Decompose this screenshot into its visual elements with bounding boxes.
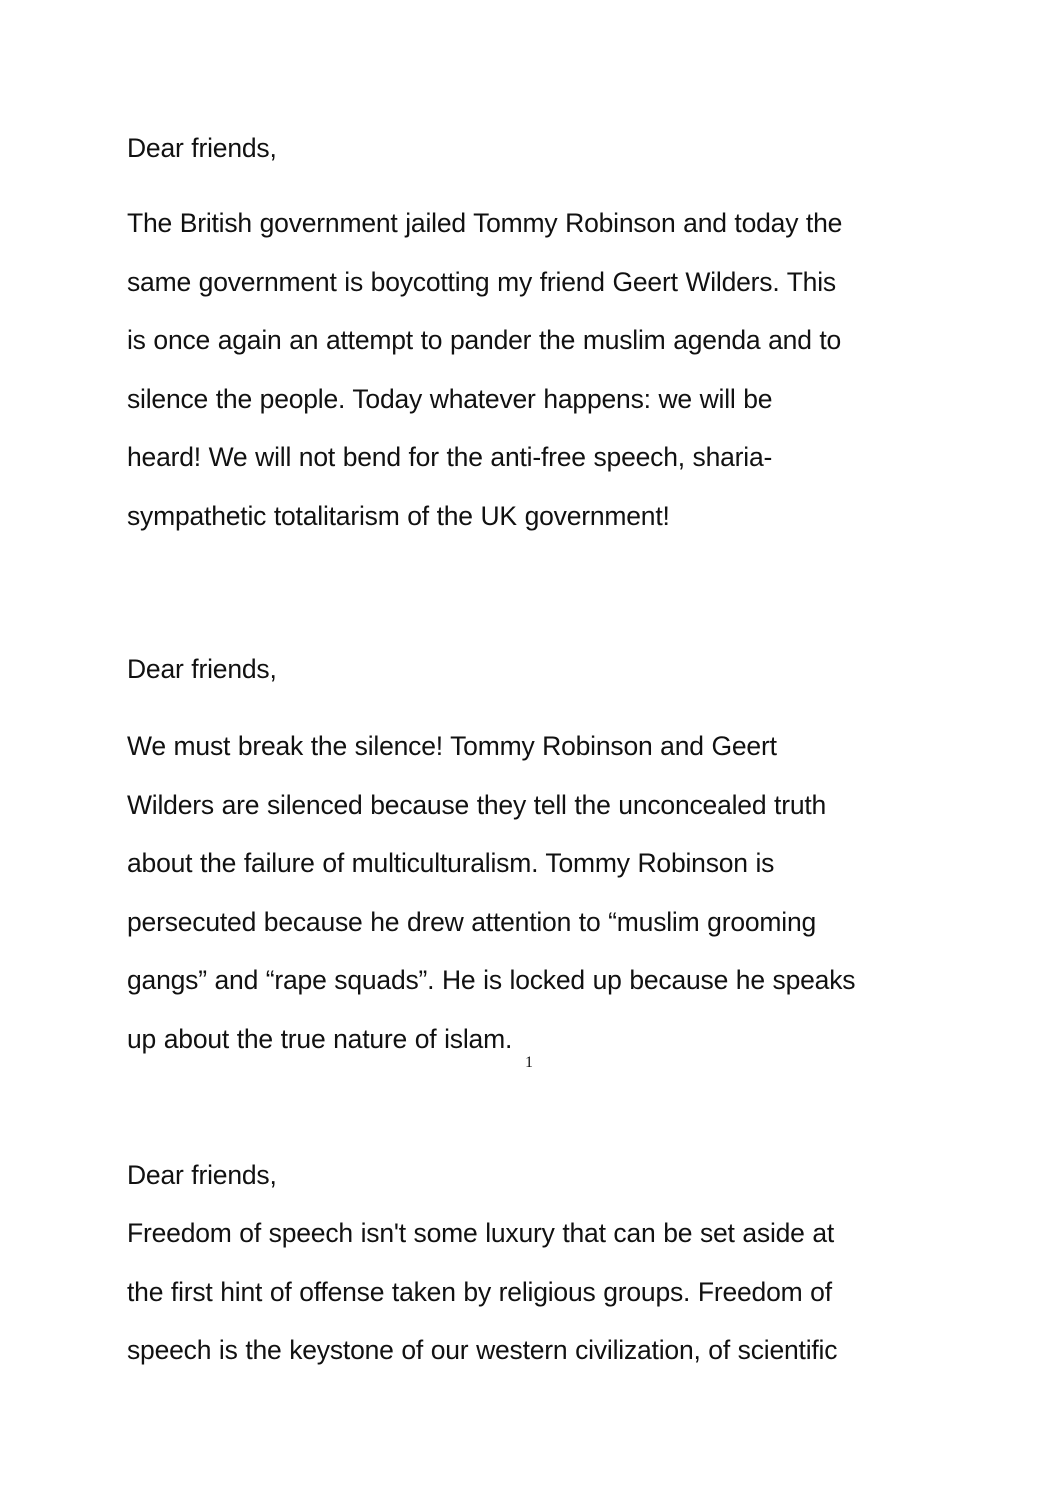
section-2-greeting: Dear friends, (127, 654, 277, 684)
page-number: 1 (525, 1054, 533, 1071)
paragraph-line: silence the people. Today whatever happens: we will be (127, 383, 773, 414)
paragraph-line: the first hint of offense taken by religious groups. Freedom of (127, 1276, 832, 1307)
paragraph-line: heard! We will not bend for the anti-free speech, sharia- (127, 442, 773, 472)
section-1-body (127, 194, 947, 545)
section-2-body (127, 717, 947, 1068)
section-1 (127, 119, 947, 178)
paragraph-line: sympathetic totalitarism of the UK government! (127, 500, 670, 531)
section-3-body (127, 1204, 947, 1380)
paragraph-line: up about the true nature of islam. (127, 1023, 513, 1054)
paragraph-line: persecuted because he drew attention to “muslim grooming (127, 906, 817, 937)
paragraph-line: is once again an attempt to pander the muslim agenda and to (127, 325, 842, 355)
paragraph-line: We must break the silence! Tommy Robinson and Geert (127, 731, 777, 761)
paragraph-line: Freedom of speech isn't some luxury that can be set aside at (127, 1218, 835, 1248)
paragraph-line: The British government jailed Tommy Robinson and today the (127, 208, 843, 238)
paragraph-line: speech is the keystone of our western civilization, of scientific (127, 1335, 838, 1365)
section-2 (127, 640, 947, 699)
paragraph-line: Wilders are silenced because they tell the unconcealed truth (127, 789, 827, 820)
section-3-greeting: Dear friends, (127, 1160, 277, 1190)
section-3 (127, 1146, 947, 1205)
paragraph-line: gangs” and “rape squads”. He is locked up because he speaks (127, 965, 856, 995)
paragraph-line: about the failure of multiculturalism. Tommy Robinson is (127, 848, 775, 878)
paragraph-line: same government is boycotting my friend Geert Wilders. This (127, 266, 836, 297)
section-1-greeting: Dear friends, (127, 133, 277, 163)
